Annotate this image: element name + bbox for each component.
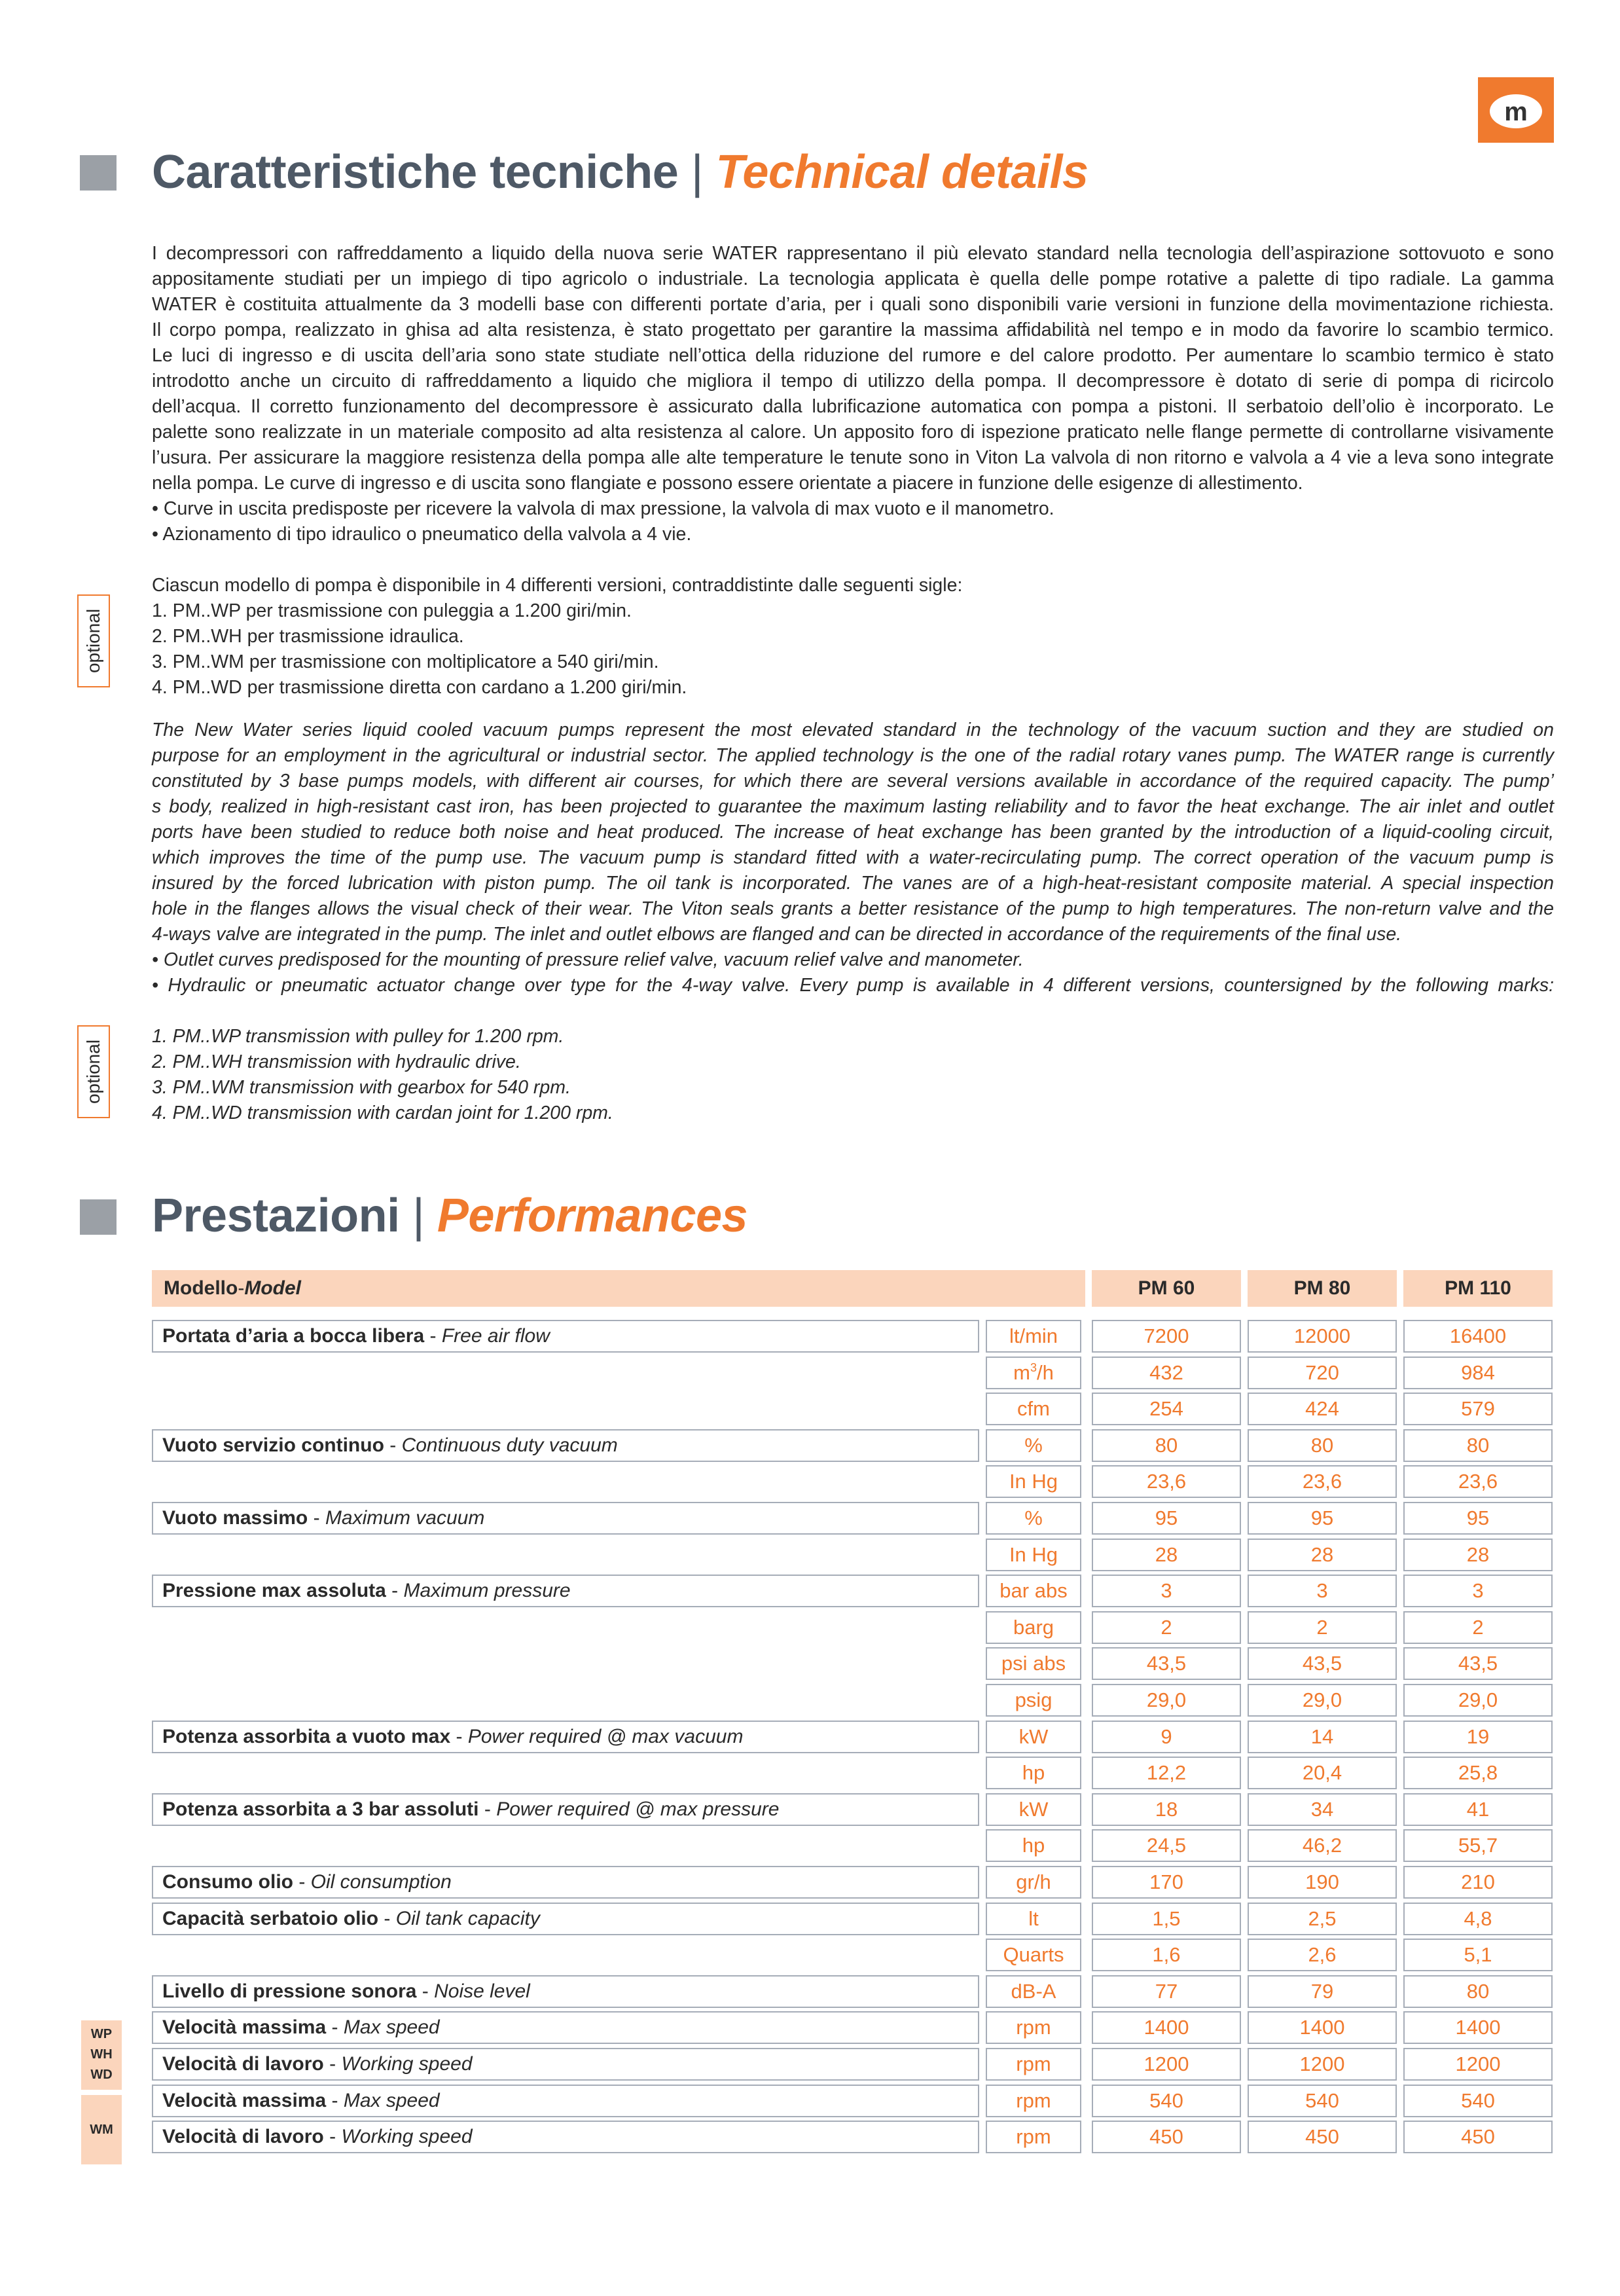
row-label-en: Max speed (343, 2090, 440, 2111)
value-cell: 25,8 (1403, 1757, 1553, 1789)
section-title-en: Performances (437, 1190, 748, 1242)
value-cell: 450 (1092, 2121, 1241, 2153)
value-cell: 28 (1092, 1539, 1241, 1571)
row-label-en: Maximum vacuum (325, 1507, 485, 1529)
row-label-it: Pressione max assoluta (162, 1580, 386, 1601)
unit-cell: rpm (986, 2121, 1081, 2153)
unit-cell: hp (986, 1829, 1081, 1862)
value-cell: 2 (1248, 1611, 1397, 1644)
tag-wh: WH (90, 2047, 113, 2062)
text-line: Il corpo pompa, realizzato in ghisa ad alta resistenza, è stato progettato per garantire la massima affidabilità nel tempo e in modo da favorire lo scambio termico. (152, 319, 1554, 340)
row-label-en: Oil consumption (310, 1871, 452, 1893)
section-title-performances (152, 1189, 747, 1243)
row-label-en: Working speed (341, 2053, 473, 2075)
value-cell: 1400 (1248, 2011, 1397, 2044)
row-label-en: Noise level (434, 1980, 530, 2002)
value-cell: 79 (1248, 1975, 1397, 2008)
optional-label: optional (83, 1039, 103, 1104)
row-label-en: Oil tank capacity (395, 1908, 540, 1929)
version-tags-wp-wh-wd (81, 2020, 122, 2090)
value-cell: 80 (1092, 1429, 1241, 1462)
value-cell: 254 (1092, 1393, 1241, 1425)
value-cell: 95 (1092, 1502, 1241, 1535)
row-label-it: Velocità massima (162, 2016, 327, 2038)
value-cell: 7200 (1092, 1320, 1241, 1353)
brand-logo (1478, 77, 1554, 143)
value-cell: 28 (1403, 1539, 1553, 1571)
text-line: which improves the time of the pump use. The vacuum pump is standard fitted with a water-recirculating pump. The correct operation of the vacuum pump is (152, 847, 1554, 868)
text-line: s body, realized in high-resistant cast iron, has been projected to guarantee the maximum lasting reliability and to favor the heat exchange. The air inlet and outlet (152, 796, 1554, 817)
value-cell: 1200 (1092, 2048, 1241, 2081)
text-line: dell’acqua. Il corretto funzionamento del decompressore è assicurato dalla lubrificazione automatica con pompa a pistoni. Il serbatoio dell’olio è incorporato. Le (152, 396, 1554, 417)
row-label (152, 2121, 979, 2153)
row-label-it: Portata d’aria a bocca libera (162, 1325, 425, 1347)
value-cell: 80 (1403, 1429, 1553, 1462)
value-cell: 3 (1403, 1575, 1553, 1607)
unit-cell: bar abs (986, 1575, 1081, 1607)
row-label (152, 1793, 979, 1826)
versions-intro: Ciascun modello di pompa è disponibile in 4 differenti versioni, contraddistinte dalle seguenti sigle: (152, 575, 963, 596)
header-label-it: Modello (164, 1277, 238, 1299)
section-marker (80, 1199, 117, 1235)
row-label-en: Maximum pressure (403, 1580, 571, 1601)
row-label-en: Max speed (343, 2016, 440, 2038)
section-title-en: Technical details (715, 146, 1089, 198)
row-label-separator: - (424, 1325, 442, 1347)
value-cell: 190 (1248, 1866, 1397, 1899)
unit-cell: kW (986, 1793, 1081, 1826)
row-label-separator: - (384, 1434, 402, 1456)
value-cell: 540 (1248, 2085, 1397, 2117)
value-cell: 1,6 (1092, 1939, 1241, 1971)
value-cell: 12000 (1248, 1320, 1397, 1353)
model-name: PM 110 (1445, 1277, 1511, 1299)
row-label (152, 1903, 979, 1935)
row-label-it: Consumo olio (162, 1871, 293, 1893)
version-item: 4. PM..WD per trasmissione diretta con cardano a 1.200 giri/min. (152, 677, 687, 698)
bullet-item: • Outlet curves predisposed for the mounting of pressure relief valve, vacuum relief valve and manometer. (152, 949, 1024, 970)
bullet-item: • Azionamento di tipo idraulico o pneumatico della valvola a 4 vie. (152, 524, 692, 545)
bullet-item: • Hydraulic or pneumatic actuator change over type for the 4-way valve. Every pump is available in 4 different versions, countersigned by the following marks: (152, 975, 1554, 996)
value-cell: 20,4 (1248, 1757, 1397, 1789)
value-cell: 3 (1092, 1575, 1241, 1607)
row-label (152, 2011, 979, 2044)
title-separator: | (678, 146, 716, 198)
value-cell: 80 (1403, 1975, 1553, 2008)
brand-logo-icon (1478, 77, 1554, 143)
row-label (152, 2048, 979, 2081)
svg-text:m: m (1504, 98, 1528, 126)
text-line: insured by the forced lubrication with piston pump. The oil tank is incorporated. The vanes are of a high-heat-resistant composite material. A special inspection (152, 873, 1554, 894)
optional-badge (77, 594, 110, 687)
value-cell: 14 (1248, 1721, 1397, 1753)
row-label-it: Vuoto servizio continuo (162, 1434, 384, 1456)
value-cell: 450 (1403, 2121, 1553, 2153)
value-cell: 1200 (1248, 2048, 1397, 2081)
unit-cell: lt (986, 1903, 1081, 1935)
optional-badge (77, 1025, 110, 1118)
english-description (152, 718, 1554, 1126)
row-label-en: Free air flow (441, 1325, 550, 1347)
value-cell: 984 (1403, 1357, 1553, 1389)
value-cell: 3 (1248, 1575, 1397, 1607)
value-cell: 95 (1248, 1502, 1397, 1535)
value-cell: 23,6 (1092, 1465, 1241, 1498)
unit-cell: rpm (986, 2011, 1081, 2044)
unit-cell: Quarts (986, 1939, 1081, 1971)
value-cell: 29,0 (1092, 1684, 1241, 1717)
row-label (152, 1975, 979, 2008)
value-cell: 432 (1092, 1357, 1241, 1389)
value-cell: 2 (1092, 1611, 1241, 1644)
value-cell: 450 (1248, 2121, 1397, 2153)
value-cell: 2 (1403, 1611, 1553, 1644)
table-header-pm110 (1403, 1270, 1553, 1307)
italian-description (152, 241, 1554, 701)
value-cell: 210 (1403, 1866, 1553, 1899)
unit-cell: % (986, 1429, 1081, 1462)
unit-cell: rpm (986, 2048, 1081, 2081)
row-label (152, 2085, 979, 2117)
unit-cell: psi abs (986, 1647, 1081, 1680)
row-label-en: Continuous duty vacuum (401, 1434, 618, 1456)
unit-cell: lt/min (986, 1320, 1081, 1353)
unit-cell: psig (986, 1684, 1081, 1717)
value-cell: 579 (1403, 1393, 1553, 1425)
value-cell: 24,5 (1092, 1829, 1241, 1862)
unit-cell: % (986, 1502, 1081, 1535)
model-name: PM 60 (1138, 1277, 1195, 1299)
row-label-separator: - (293, 1871, 311, 1893)
unit-cell: $m^3/h$ (986, 1357, 1081, 1389)
title-separator: | (399, 1190, 437, 1242)
value-cell: 9 (1092, 1721, 1241, 1753)
value-cell: 1,5 (1092, 1903, 1241, 1935)
row-label-separator: - (416, 1980, 435, 2002)
text-line: I decompressori con raffreddamento a liquido della nuova serie WATER rappresentano il più elevato standard nella tecnologia dell’aspirazione sottovuoto e sono (152, 243, 1554, 264)
value-cell: 540 (1092, 2085, 1241, 2117)
value-cell: 12,2 (1092, 1757, 1241, 1789)
table-header-pm80 (1248, 1270, 1397, 1307)
row-label-it: Capacità serbatoio olio (162, 1908, 379, 1929)
value-cell: 80 (1248, 1429, 1397, 1462)
row-label (152, 1502, 979, 1535)
row-label (152, 1429, 979, 1462)
version-item: 2. PM..WH transmission with hydraulic drive. (152, 1051, 521, 1072)
row-label-it: Velocità di lavoro (162, 2053, 324, 2075)
version-item: 4. PM..WD transmission with cardan joint for 1.200 rpm. (152, 1102, 613, 1123)
value-cell: 2,6 (1248, 1939, 1397, 1971)
row-label-it: Livello di pressione sonora (162, 1980, 417, 2002)
text-line: palette sono realizzate in un materiale composito ad alta resistenza al calore. Un apposito foro di ispezione praticato nelle flange permette di controllarne visivamente (152, 422, 1554, 443)
value-cell: 1200 (1403, 2048, 1553, 2081)
header-label-en: Model (244, 1277, 301, 1299)
value-cell: 540 (1403, 2085, 1553, 2117)
value-cell: 424 (1248, 1393, 1397, 1425)
version-item: 2. PM..WH per trasmissione idraulica. (152, 626, 464, 647)
table-header-model (152, 1270, 1085, 1307)
version-item: 3. PM..WM per trasmissione con moltiplicatore a 540 giri/min. (152, 651, 659, 672)
version-item: 1. PM..WP transmission with pulley for 1.200 rpm. (152, 1026, 564, 1047)
value-cell: 170 (1092, 1866, 1241, 1899)
version-item: 1. PM..WP per trasmissione con puleggia a 1.200 giri/min. (152, 600, 632, 621)
value-cell: 23,6 (1403, 1465, 1553, 1498)
value-cell: 77 (1092, 1975, 1241, 2008)
value-cell: 2,5 (1248, 1903, 1397, 1935)
row-label-separator: - (326, 2016, 344, 2038)
value-cell: 43,5 (1403, 1647, 1553, 1680)
row-label-separator: - (378, 1908, 396, 1929)
optional-label: optional (83, 608, 103, 674)
value-cell: 34 (1248, 1793, 1397, 1826)
value-cell: 29,0 (1248, 1684, 1397, 1717)
model-name: PM 80 (1293, 1277, 1351, 1299)
text-line: hole in the flanges allows the visual check of their wear. The Viton seals grants a better resistance of the pump to high temperatures. The non-return valve and the (152, 898, 1554, 919)
row-label-separator: - (450, 1726, 468, 1747)
version-item: 3. PM..WM transmission with gearbox for 540 rpm. (152, 1077, 571, 1098)
row-label-en: Working speed (341, 2126, 473, 2147)
value-cell: 1400 (1403, 2011, 1553, 2044)
text-line: Le luci di ingresso e di uscita dell’aria sono state studiate nell’ottica della riduzione del rumore e del calore prodotto. Per aumentare lo scambio termico è stato (152, 345, 1554, 366)
row-label (152, 1866, 979, 1899)
unit-cell: barg (986, 1611, 1081, 1644)
row-label-it: Potenza assorbita a 3 bar assoluti (162, 1798, 479, 1820)
row-label-separator: - (478, 1798, 497, 1820)
section-title-it: Prestazioni (152, 1190, 400, 1242)
row-label (152, 1320, 979, 1353)
value-cell: 46,2 (1248, 1829, 1397, 1862)
value-cell: 16400 (1403, 1320, 1553, 1353)
value-cell: 43,5 (1092, 1647, 1241, 1680)
text-line: nella pompa. Le curve di ingresso e di uscita sono flangiate e possono essere orientate a piacere in funzione delle esigenze di allestimento. (152, 473, 1303, 494)
value-cell: 4,8 (1403, 1903, 1553, 1935)
text-line: ports have been studied to reduce both noise and heat produced. The increase of heat exchange has been granted by the introduction of a liquid-cooling circuit, (152, 822, 1554, 843)
row-label-separator: - (308, 1507, 325, 1529)
text-line: appositamente studiati per un impiego di tipo agricolo o industriale. La tecnologia applicata è quella delle pompe rotative a palette di tipo radiale. La gamma (152, 268, 1554, 289)
text-line: 4-ways valve are integrated in the pump. The inlet and outlet elbows are flanged and can be directed in accordance of the requirements of the final use. (152, 924, 1402, 945)
row-label-it: Velocità di lavoro (162, 2126, 324, 2147)
unit-cell: In Hg (986, 1539, 1081, 1571)
text-line: The New Water series liquid cooled vacuum pumps represent the most elevated standard in the technology of the vacuum suction and they are studied on (152, 720, 1554, 740)
row-label-it: Velocità massima (162, 2090, 327, 2111)
row-label (152, 1575, 979, 1607)
row-label-it: Vuoto massimo (162, 1507, 308, 1529)
value-cell: 28 (1248, 1539, 1397, 1571)
row-label-it: Potenza assorbita a vuoto max (162, 1726, 451, 1747)
value-cell: 19 (1403, 1721, 1553, 1753)
tag-wp: WP (90, 2027, 113, 2041)
value-cell: 720 (1248, 1357, 1397, 1389)
unit-cell: cfm (986, 1393, 1081, 1425)
value-cell: 1400 (1092, 2011, 1241, 2044)
unit-cell: In Hg (986, 1465, 1081, 1498)
version-tag-wm (81, 2095, 122, 2164)
value-cell: 29,0 (1403, 1684, 1553, 1717)
tag-wm: WM (90, 2123, 113, 2137)
row-label-separator: - (323, 2053, 342, 2075)
value-cell: 23,6 (1248, 1465, 1397, 1498)
unit-cell: gr/h (986, 1866, 1081, 1899)
row-label-separator: - (386, 1580, 404, 1601)
unit-cell: rpm (986, 2085, 1081, 2117)
text-line: constituted by 3 base pumps models, with different air courses, for which there are several versions available in accordance of the required capacity. The pump’ (152, 771, 1554, 792)
row-label (152, 1721, 979, 1753)
section-title-technical (152, 145, 1089, 199)
text-line: introdotto anche un circuito di raffreddamento a liquido che migliora il tempo di utilizzo della pompa. Il decompressore è dotato di serie di pompa di ricircolo (152, 371, 1554, 392)
value-cell: 41 (1403, 1793, 1553, 1826)
table-header-pm60 (1092, 1270, 1241, 1307)
text-line: purpose for an employment in the agricultural or industrial sector. The applied technology is the one of the radial rotary vanes pump. The WATER range is currently (152, 745, 1554, 766)
text-line: WATER è costituita attualmente da 3 modelli base con differenti portate d’aria, per i quali sono disponibili varie versioni in funzione della movimentazione richiesta. (152, 294, 1554, 315)
header-separator: - (238, 1277, 245, 1299)
value-cell: 95 (1403, 1502, 1553, 1535)
row-label-en: Power required @ max vacuum (467, 1726, 744, 1747)
row-label-en: Power required @ max pressure (496, 1798, 780, 1820)
text-line: l’usura. Per assicurare la maggiore resistenza della pompa alle alte temperature le tenute sono in Viton La valvola di non ritorno e valvola a 4 vie a leva sono integrate (152, 447, 1554, 468)
value-cell: 5,1 (1403, 1939, 1553, 1971)
value-cell: 55,7 (1403, 1829, 1553, 1862)
value-cell: 18 (1092, 1793, 1241, 1826)
unit-cell: dB-A (986, 1975, 1081, 2008)
value-cell: 43,5 (1248, 1647, 1397, 1680)
section-marker (80, 155, 117, 191)
bullet-item: • Curve in uscita predisposte per ricevere la valvola di max pressione, la valvola di max vuoto e il manometro. (152, 498, 1054, 519)
unit-cell: kW (986, 1721, 1081, 1753)
tag-wd: WD (90, 2068, 113, 2082)
row-label-separator: - (326, 2090, 344, 2111)
unit-cell: hp (986, 1757, 1081, 1789)
row-label-separator: - (323, 2126, 342, 2147)
section-title-it: Caratteristiche tecniche (152, 146, 679, 198)
